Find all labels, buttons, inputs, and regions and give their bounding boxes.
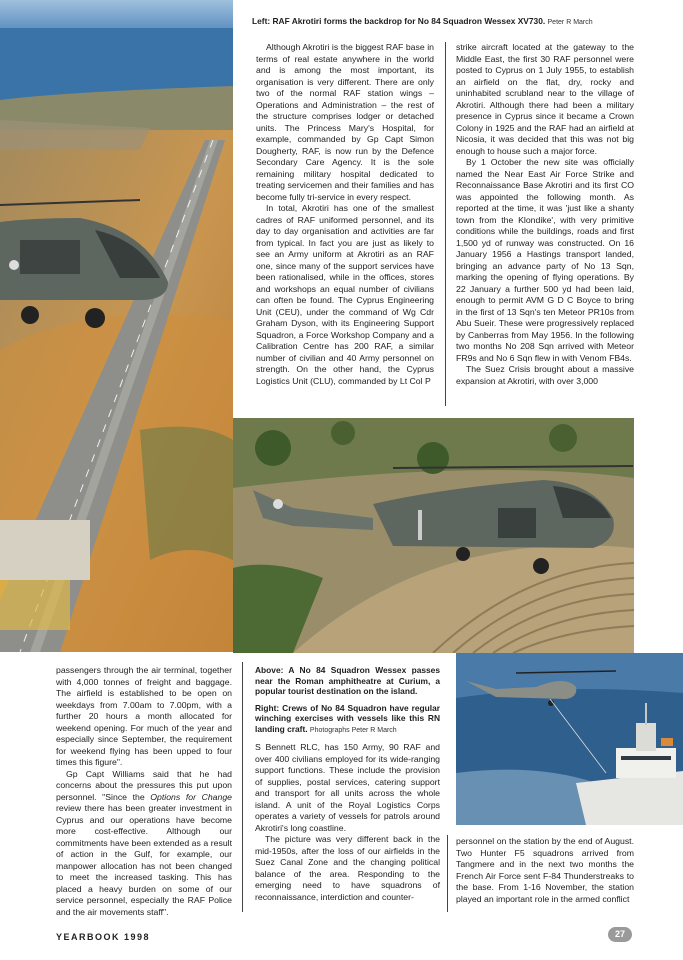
article-column-bottom-right (456, 836, 634, 905)
paragraph: passengers through the air terminal, together with 4,000 tonnes of freight and baggage. The airfield is established to be open on weekdays from 7.00am to 7.00pm, with a further 20 hours a month allocated for weekend opening. For much of the year and especially since September, the requirement for weekend flying has been upped to four times this figure". (56, 665, 232, 767)
paragraph: Although Akrotiri is the biggest RAF base in terms of real estate anywhere in the world and is among the most important, its organisation is very different. There are only two of the normal RAF station wings – Operations and Administration – the rest of the structure comprises lodger or detached units. The Princess Mary's Hospital, for example, commanded by Gp Capt Simon Dougherty, RAF, is now run by the Defence Secondary Care Agency. It is the sole remaining military hospital dedicated to treating servicemen and their families and has become fully tri-service in every respect. (256, 42, 434, 202)
caption-above: Above: A No 84 Squadron Wessex passes near the Roman amphitheatre at Curium, a popular tourist destination on the island. (255, 665, 440, 696)
footer-yearbook: YEARBOOK 1998 (56, 932, 151, 942)
caption-credit: Photographs Peter R March (309, 726, 397, 734)
paragraph: personnel on the station by the end of August. Two Hunter F5 squadrons arrived from Tangmere and in the next two months the French Air Force sent F-84 Thunderstreaks to the base. From 1-16 November, the station played an important role in the armed conflict (456, 836, 634, 904)
paragraph-part: review there has been greater investment in Cyprus and our operations have become more cost-effective. Although our commitments have been extended as a result of action in the Gulf, for example, our manpower allocation has not been changed to meet the increased tasking. This has placed a heavy burden on some of our service personnel, especially the RAF Police and the air movements staff". (56, 803, 232, 917)
paragraph: The picture was very different back in the mid-1950s, after the loss of our airfields in the Suez Canal Zone and the changing political balance of the area. Responding to the emerging need to have squadrons of reconnaissance, interdiction and counter- (255, 834, 440, 902)
paragraph: S Bennett RLC, has 150 Army, 90 RAF and over 400 civilians employed for its wide-ranging support functions. These include the provision of supplies, postal services, catering support and transport for all units across the whole island. A unit of the Royal Logistics Corps operates a variety of vessels for patrols around Akrotiri's long coastline. (255, 742, 440, 833)
caption-top-block (252, 16, 642, 35)
paragraph: strike aircraft located at the gateway to the Middle East, the first 30 RAF personnel were posted to Cyprus on 1 July 1955, to establish an airfield on the flat, dry, rocky and uninhabited scrubland near to the village of Akrotiri. Although there had been a military presence in Cyprus since it became a Crown Colony in 1925 and the RAF had an airfield at Nicosia, it was decided that this was not big enough to house such a major force. (456, 42, 634, 156)
article-column-bottom-left (56, 665, 232, 918)
photo-runway-wessex (0, 0, 233, 652)
column-rule-top (445, 42, 446, 406)
article-column-top-middle (256, 42, 434, 387)
article-column-bottom-middle (255, 665, 440, 903)
paragraph: By 1 October the new site was officially named the Near East Air Force Strike and Reconnaissance Base Akrotiri and its first CO was appointed the following month. As reported at the time, it was 'just like a shanty town from the Klondike', with very primitive conditions while the buildings, roads and first 1,500 yd of runway was constructed. On 16 January 1956 a Hastings transport landed, bringing an advance party of No 13 Sqn, marking the opening of flying operations. By 22 January a further 500 yd had been laid, enough to permit AVM G D C Boyce to bring in the first of 13 Sqn's ten Meteor PR10s from Abu Sueir. These were progressively replaced by Canberras from May 1956. In the following two months No 208 Sqn arrived with Meteor FR9s and No 6 Sqn flew in with Venom FB4s. (456, 157, 634, 363)
photo-wessex-amphitheatre (233, 418, 634, 653)
column-rule-bottom-right (447, 835, 448, 912)
paragraph (56, 769, 232, 919)
paragraph: In total, Akrotiri has one of the smallest cadres of RAF uniformed personnel, and its day to day organisation and activities are far from typical. In fact you are just as likely to see an Army uniform at Akrotiri as an RAF one, since many of the support services have been rationalised, while in the offices, stores and workshops an equal number of civilians can often be found. The Cyprus Engineering Unit (CEU), under the command of Wg Cdr Graham Dyson, with its Engineering Support Squadron, a Force Workshop Company and a Calibration Centre has 200 RAF, a similar number of civilian and 40 Army personnel on strength. On the other hand, the Cyprus Logistics Unit (CLU), commanded by Lt Col P (256, 203, 434, 386)
article-column-top-right (456, 42, 634, 387)
photo-landing-craft-winching (456, 653, 683, 825)
page-number: 27 (608, 927, 632, 942)
caption-top-credit: Peter R March (547, 19, 593, 26)
publication-title: Options for Change (150, 791, 232, 802)
caption-top-text: Left: RAF Akrotiri forms the backdrop for No 84 Squadron Wessex XV730. (252, 16, 546, 26)
paragraph-part: Gp Capt Williams said that he had concerns about the pressures this put upon personnel. "Since the (56, 768, 232, 802)
column-rule-bottom-left (242, 662, 243, 912)
paragraph: The Suez Crisis brought about a massive expansion at Akrotiri, with over 3,000 (456, 364, 634, 386)
caption-right: Right: Crews of No 84 Squadron have regular winching exercises with vessels like this RN landing craft. (255, 702, 440, 734)
